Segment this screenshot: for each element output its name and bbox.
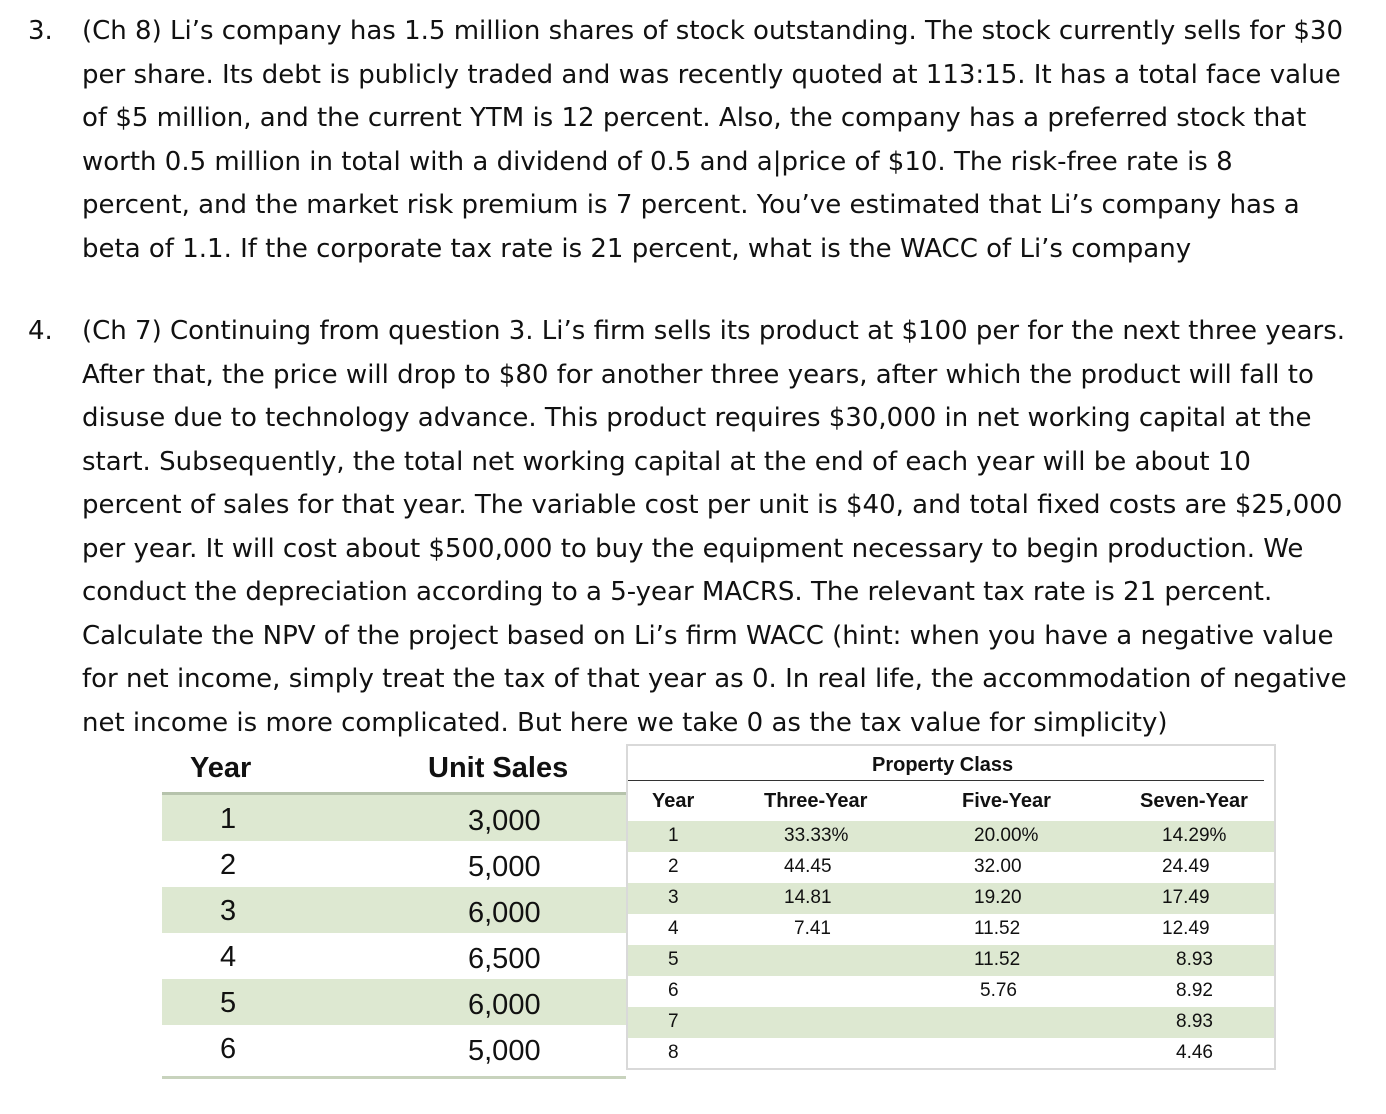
column-header-seven-year: Seven-Year bbox=[1140, 790, 1248, 812]
question-text-line: Calculate the NPV of the project based on Li’s firm WACC (hint: when you have a negative value bbox=[82, 620, 1334, 651]
column-header-unit-sales: Unit Sales bbox=[428, 752, 569, 784]
question-text-line: (Ch 7) Continuing from question 3. Li’s firm sells its product at $100 per for the next three years. bbox=[82, 316, 1346, 346]
three-year-cell: 7.41 bbox=[794, 918, 831, 939]
seven-year-cell: 4.46 bbox=[1176, 1042, 1213, 1063]
column-header-three-year: Three-Year bbox=[764, 790, 868, 812]
unit-sales-cell: 3,000 bbox=[468, 805, 541, 837]
three-year-cell: 33.33% bbox=[784, 825, 849, 846]
table-row bbox=[162, 795, 626, 841]
unit-sales-cell: 5,000 bbox=[468, 1035, 541, 1067]
year-cell: 2 bbox=[668, 856, 679, 877]
unit-sales-cell: 6,000 bbox=[468, 989, 541, 1021]
table-row bbox=[162, 887, 626, 933]
question-text-line: disuse due to technology advance. This product requires $30,000 in net working capital at the bbox=[82, 403, 1312, 433]
unit-sales-cell: 6,500 bbox=[468, 943, 541, 975]
five-year-cell: 19.20 bbox=[974, 887, 1022, 908]
table-row bbox=[628, 852, 1274, 883]
question-text-line: worth 0.5 million in total with a dividend of 0.5 and a|price of $10. The risk-free rate is 8 bbox=[82, 146, 1233, 177]
seven-year-cell: 12.49 bbox=[1162, 918, 1210, 939]
table-row bbox=[628, 1038, 1274, 1069]
header-divider bbox=[628, 780, 1264, 781]
question-text-line: for net income, simply treat the tax of that year as 0. In real life, the accommodation of negative bbox=[82, 664, 1347, 694]
seven-year-cell: 24.49 bbox=[1162, 856, 1210, 877]
year-cell: 1 bbox=[668, 825, 679, 846]
seven-year-cell: 14.29% bbox=[1162, 825, 1227, 846]
year-cell: 8 bbox=[668, 1042, 679, 1063]
seven-year-cell: 8.92 bbox=[1176, 980, 1213, 1001]
column-header-year: Year bbox=[190, 752, 252, 784]
unit-sales-cell: 5,000 bbox=[468, 851, 541, 883]
five-year-cell: 11.52 bbox=[974, 918, 1021, 939]
table-row bbox=[628, 821, 1274, 852]
three-year-cell: 44.45 bbox=[784, 856, 832, 877]
three-year-cell: 14.81 bbox=[784, 887, 832, 908]
question-text-line: conduct the depreciation according to a 5-year MACRS. The relevant tax rate is 21 percent. bbox=[82, 577, 1273, 607]
table-row bbox=[628, 883, 1274, 914]
question-text-line: net income is more complicated. But here we take 0 as the tax value for simplicity) bbox=[82, 707, 1168, 738]
year-cell: 6 bbox=[220, 1033, 237, 1065]
table-row bbox=[628, 914, 1274, 945]
question-text-line: per share. Its debt is publicly traded and was recently quoted at 113:15. It has a total face value bbox=[82, 59, 1341, 90]
property-class-header: Property Class bbox=[872, 754, 1014, 776]
year-cell: 5 bbox=[668, 949, 679, 970]
question-text-line: After that, the price will drop to $80 for another three years, after which the product will fall to bbox=[82, 359, 1314, 390]
five-year-cell: 32.00 bbox=[974, 856, 1022, 877]
table-row bbox=[628, 976, 1274, 1007]
question-text-line: start. Subsequently, the total net working capital at the end of each year will be about 10 bbox=[82, 446, 1251, 477]
column-header-five-year: Five-Year bbox=[962, 790, 1051, 812]
table-row bbox=[162, 979, 626, 1025]
question-number: 4. bbox=[28, 316, 53, 346]
year-cell: 4 bbox=[668, 918, 679, 939]
table-row bbox=[162, 1025, 626, 1071]
question-text-line: of $5 million, and the current YTM is 12 percent. Also, the company has a preferred stock that bbox=[82, 103, 1307, 133]
table-row bbox=[162, 933, 626, 979]
macrs-table bbox=[626, 744, 1276, 1070]
year-cell: 4 bbox=[220, 941, 237, 973]
year-cell: 3 bbox=[668, 887, 679, 908]
five-year-cell: 11.52 bbox=[974, 949, 1021, 970]
year-cell: 3 bbox=[220, 895, 237, 927]
year-cell: 1 bbox=[220, 803, 237, 835]
seven-year-cell: 8.93 bbox=[1176, 1011, 1213, 1032]
unit-sales-table bbox=[162, 744, 626, 1079]
unit-sales-cell: 6,000 bbox=[468, 897, 541, 929]
five-year-cell: 5.76 bbox=[980, 980, 1017, 1001]
seven-year-cell: 8.93 bbox=[1176, 949, 1213, 970]
question-text-line: percent, and the market risk premium is 7 percent. You’ve estimated that Li’s company has a bbox=[82, 190, 1300, 220]
column-header-year: Year bbox=[652, 790, 695, 812]
table-row bbox=[162, 841, 626, 887]
year-cell: 5 bbox=[220, 987, 237, 1019]
unit-sales-header bbox=[162, 744, 626, 795]
five-year-cell: 20.00% bbox=[974, 825, 1039, 846]
question-text-line: percent of sales for that year. The variable cost per unit is $40, and total fixed costs are $25,000 bbox=[82, 490, 1343, 520]
table-row bbox=[628, 945, 1274, 976]
table-row bbox=[628, 1007, 1274, 1038]
year-cell: 2 bbox=[220, 849, 237, 881]
seven-year-cell: 17.49 bbox=[1162, 887, 1210, 908]
question-text-line: per year. It will cost about $500,000 to buy the equipment necessary to begin production. We bbox=[82, 533, 1304, 564]
question-text-line: (Ch 8) Li’s company has 1.5 million shares of stock outstanding. The stock currently sells for $30 bbox=[82, 16, 1344, 46]
question-text-line: beta of 1.1. If the corporate tax rate is 21 percent, what is the WACC of Li’s company bbox=[82, 233, 1192, 264]
year-cell: 7 bbox=[668, 1011, 679, 1032]
question-number: 3. bbox=[28, 16, 53, 46]
year-cell: 6 bbox=[668, 980, 679, 1001]
